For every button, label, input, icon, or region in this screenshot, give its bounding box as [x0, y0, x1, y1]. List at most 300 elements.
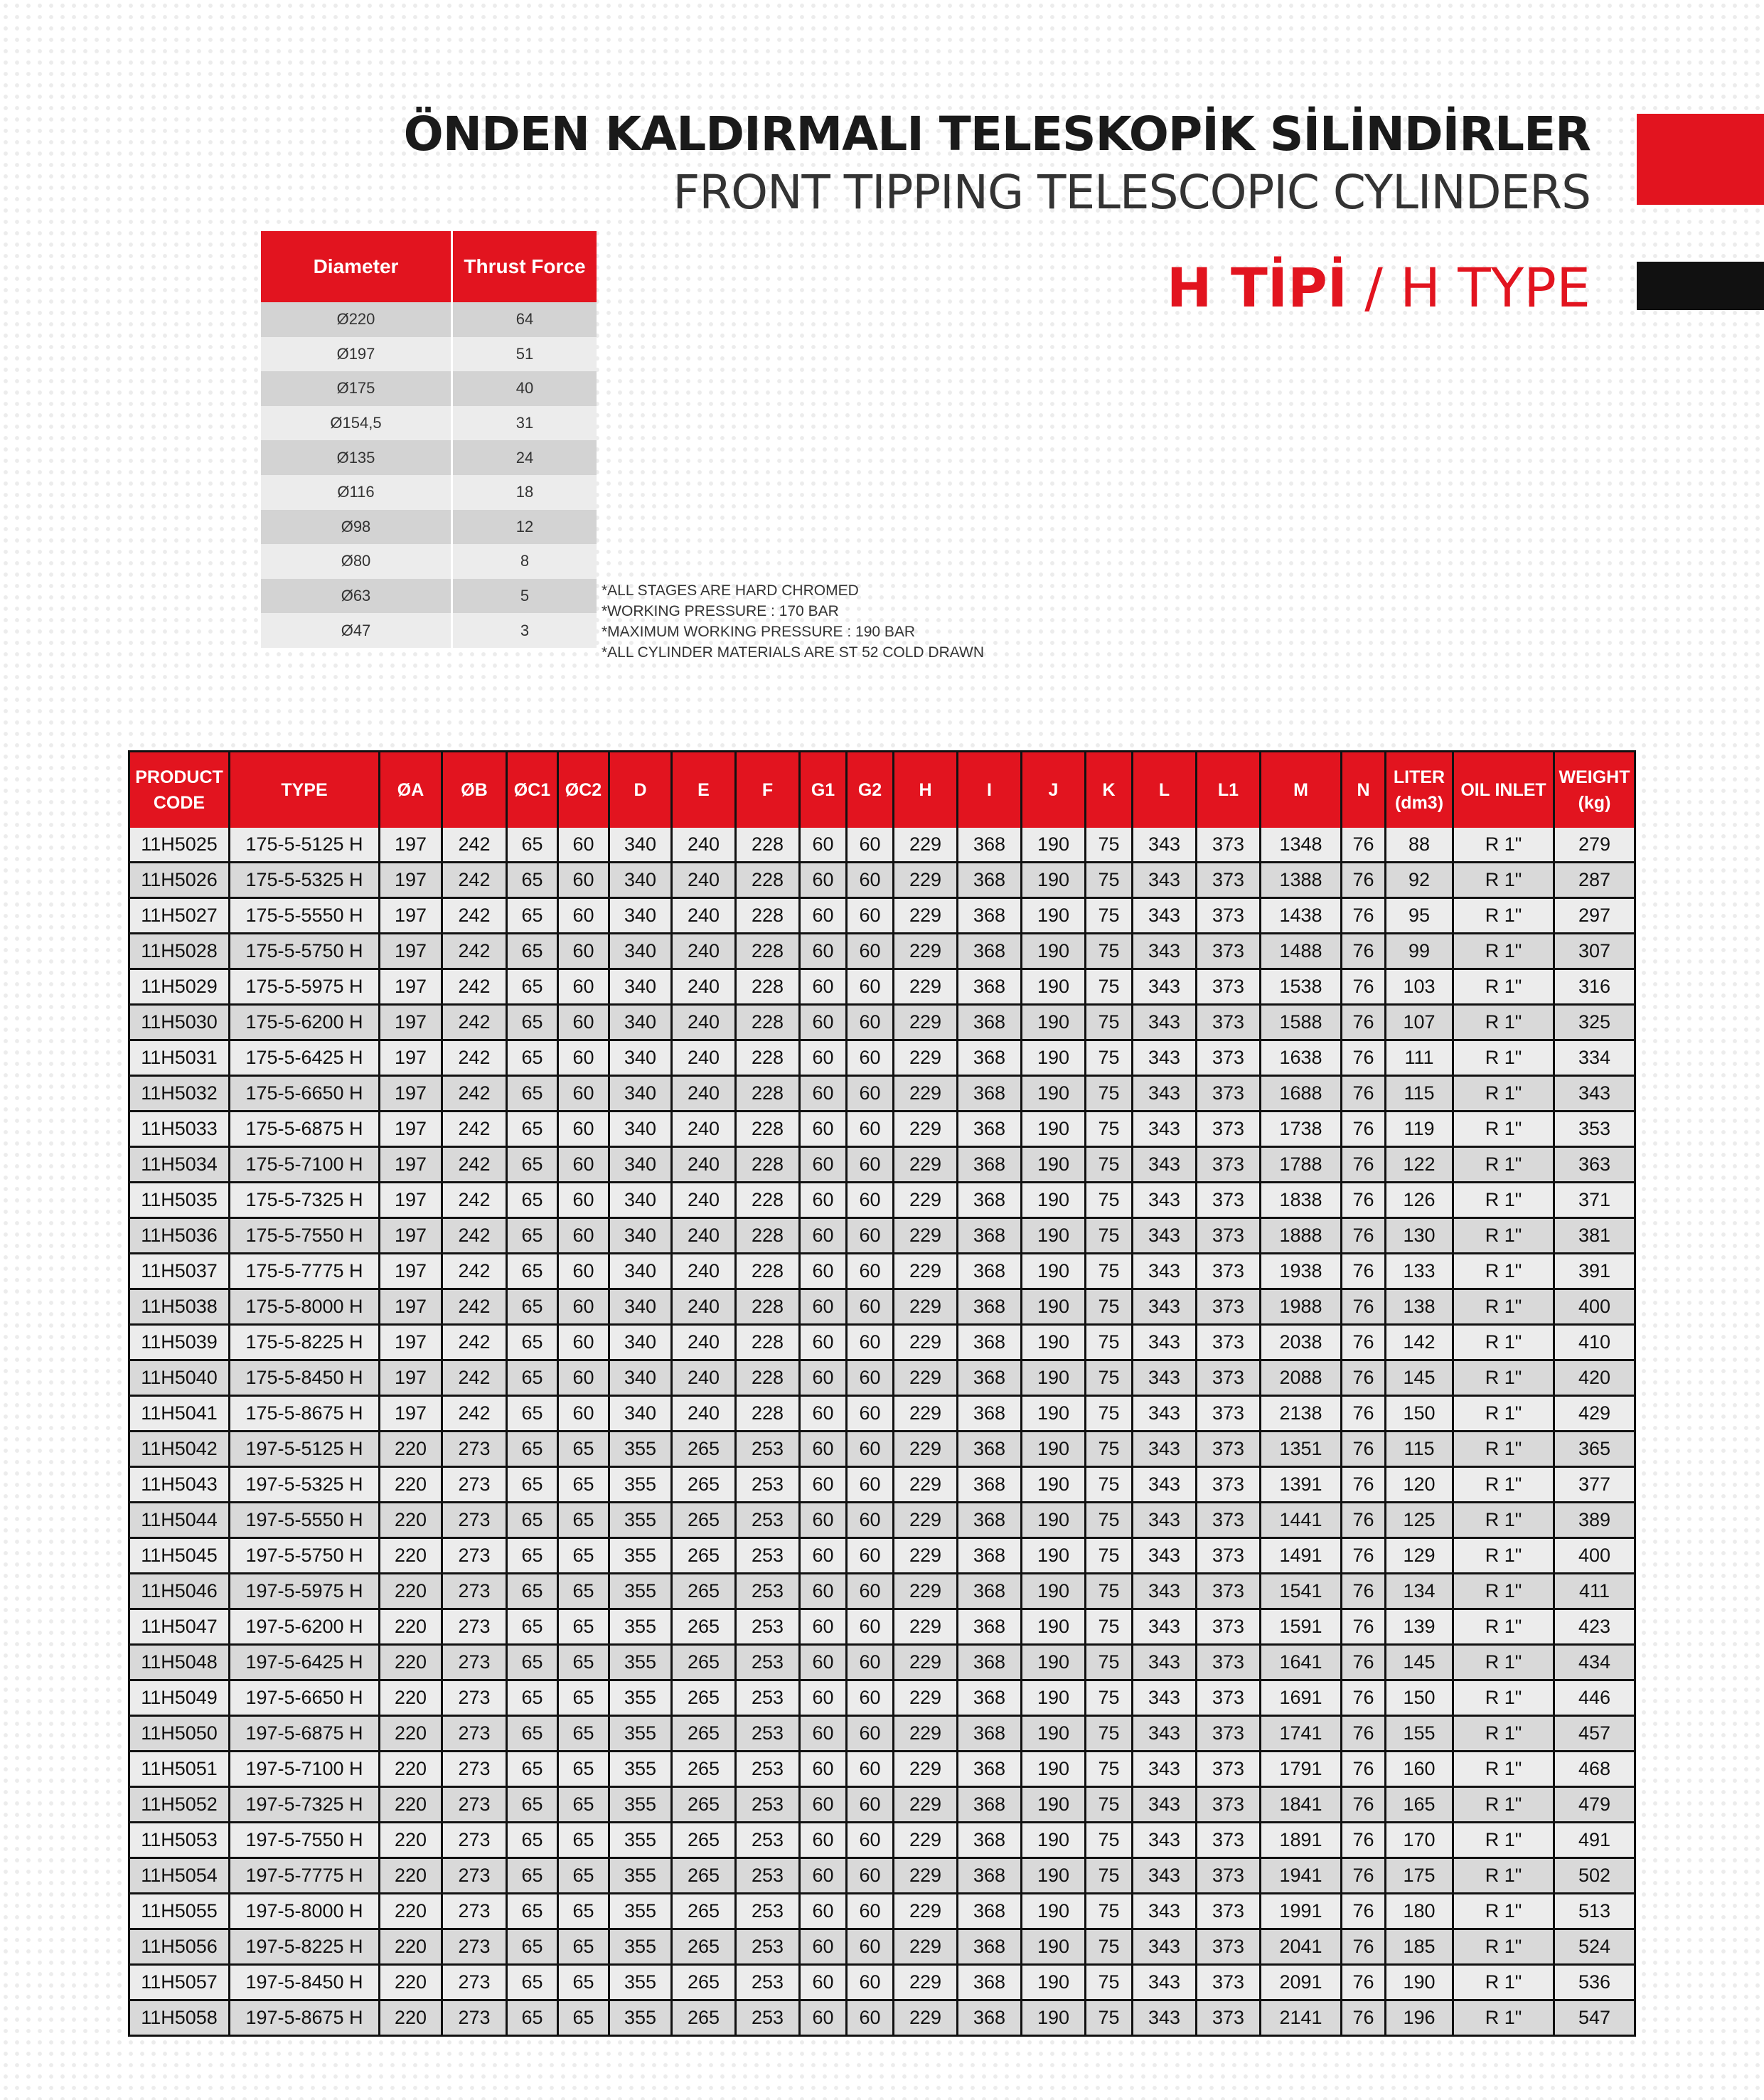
table-cell: 253 [736, 1645, 800, 1680]
type-heading [1167, 256, 1591, 319]
table-cell: 1641 [1261, 1645, 1342, 1680]
table-cell: 253 [736, 1538, 800, 1574]
table-cell: 253 [736, 1467, 800, 1503]
column-header: D [609, 752, 672, 828]
table-cell: 240 [672, 1112, 736, 1147]
table-cell: 60 [558, 969, 609, 1005]
table-cell: 240 [672, 1183, 736, 1218]
table-cell: 60 [847, 1538, 894, 1574]
table-cell: 197 [380, 1040, 442, 1076]
table-cell: 368 [958, 1467, 1022, 1503]
table-cell: 265 [672, 1467, 736, 1503]
table-cell: 65 [507, 1005, 558, 1040]
table-row [129, 1609, 1635, 1645]
table-cell: 190 [1022, 1609, 1086, 1645]
table-cell: 60 [847, 1858, 894, 1894]
table-cell: 65 [558, 1432, 609, 1467]
table-cell: 240 [672, 828, 736, 863]
table-cell: 373 [1197, 1752, 1261, 1787]
table-cell: 1941 [1261, 1858, 1342, 1894]
thrust-table-row [261, 544, 597, 579]
table-cell: 76 [1342, 2000, 1386, 2036]
table-cell: 60 [847, 1218, 894, 1254]
table-cell: 75 [1086, 2000, 1133, 2036]
table-cell: 60 [800, 1752, 847, 1787]
table-cell: 75 [1086, 1823, 1133, 1858]
table-cell: 190 [1022, 1005, 1086, 1040]
table-cell: 547 [1554, 2000, 1635, 2036]
table-cell: 92 [1386, 863, 1453, 898]
table-cell: 343 [1133, 1929, 1197, 1965]
table-cell: 75 [1086, 1396, 1133, 1432]
table-cell: 373 [1197, 1680, 1261, 1716]
table-cell: 240 [672, 1005, 736, 1040]
table-cell: 229 [894, 1218, 958, 1254]
table-cell: 287 [1554, 863, 1635, 898]
table-cell: 111 [1386, 1040, 1453, 1076]
table-cell: 343 [1133, 1467, 1197, 1503]
table-cell: 228 [736, 1147, 800, 1183]
thrust-force-cell: 8 [452, 544, 597, 579]
table-cell: 60 [847, 1396, 894, 1432]
table-cell: 175-5-6650 H [230, 1076, 380, 1112]
table-cell: 76 [1342, 898, 1386, 934]
table-cell: 60 [800, 1147, 847, 1183]
table-cell: 75 [1086, 1325, 1133, 1360]
table-cell: 340 [609, 1396, 672, 1432]
table-cell: 229 [894, 1040, 958, 1076]
table-cell: 240 [672, 969, 736, 1005]
table-cell: 190 [1022, 1645, 1086, 1680]
table-cell: 76 [1342, 934, 1386, 969]
table-row [129, 1467, 1635, 1503]
table-cell: 190 [1022, 1040, 1086, 1076]
table-cell: 76 [1342, 863, 1386, 898]
table-cell: 1691 [1261, 1680, 1342, 1716]
table-cell: 197 [380, 969, 442, 1005]
table-cell: R 1" [1453, 1787, 1554, 1823]
thrust-table-row [261, 440, 597, 475]
table-cell: 253 [736, 1609, 800, 1645]
table-cell: 368 [958, 1076, 1022, 1112]
table-cell: 65 [507, 1396, 558, 1432]
table-cell: 60 [847, 1325, 894, 1360]
table-cell: 373 [1197, 1112, 1261, 1147]
column-header: M [1261, 752, 1342, 828]
table-row [129, 1005, 1635, 1040]
table-cell: 88 [1386, 828, 1453, 863]
table-cell: 220 [380, 1680, 442, 1716]
table-cell: 220 [380, 1467, 442, 1503]
table-cell: 139 [1386, 1609, 1453, 1645]
table-cell: 265 [672, 1503, 736, 1538]
table-cell: 75 [1086, 1432, 1133, 1467]
table-cell: 479 [1554, 1787, 1635, 1823]
table-cell: 229 [894, 1183, 958, 1218]
column-header: LITER (dm3) [1386, 752, 1453, 828]
column-header: ØC1 [507, 752, 558, 828]
table-cell: 197-5-6650 H [230, 1680, 380, 1716]
table-cell: R 1" [1453, 1360, 1554, 1396]
table-cell: 65 [507, 1609, 558, 1645]
table-cell: 60 [800, 1076, 847, 1112]
column-header: K [1086, 752, 1133, 828]
table-cell: 340 [609, 1183, 672, 1218]
table-cell: 343 [1133, 1112, 1197, 1147]
table-cell: 373 [1197, 934, 1261, 969]
table-cell: 60 [558, 1218, 609, 1254]
table-cell: 75 [1086, 1076, 1133, 1112]
table-cell: R 1" [1453, 1752, 1554, 1787]
table-cell: 190 [1022, 1929, 1086, 1965]
table-cell: 368 [958, 934, 1022, 969]
table-cell: 1588 [1261, 1005, 1342, 1040]
table-cell: 368 [958, 863, 1022, 898]
table-cell: 420 [1554, 1360, 1635, 1396]
table-cell: 355 [609, 1823, 672, 1858]
table-cell: 1591 [1261, 1609, 1342, 1645]
table-cell: 76 [1342, 1396, 1386, 1432]
table-cell: 355 [609, 1680, 672, 1716]
table-cell: 60 [800, 1716, 847, 1752]
table-cell: 196 [1386, 2000, 1453, 2036]
table-cell: 229 [894, 898, 958, 934]
table-cell: 325 [1554, 1005, 1635, 1040]
column-header: OIL INLET [1453, 752, 1554, 828]
table-cell: R 1" [1453, 1716, 1554, 1752]
table-cell: 240 [672, 1040, 736, 1076]
table-cell: 175-5-7775 H [230, 1254, 380, 1289]
table-cell: 185 [1386, 1929, 1453, 1965]
table-cell: 340 [609, 1112, 672, 1147]
table-cell: 373 [1197, 1609, 1261, 1645]
table-cell: 340 [609, 1325, 672, 1360]
table-cell: 60 [558, 1254, 609, 1289]
table-cell: R 1" [1453, 1183, 1554, 1218]
table-cell: 229 [894, 1289, 958, 1325]
table-cell: 220 [380, 1538, 442, 1574]
table-cell: 316 [1554, 969, 1635, 1005]
table-cell: 253 [736, 1823, 800, 1858]
table-cell: 1491 [1261, 1538, 1342, 1574]
table-cell: 229 [894, 2000, 958, 2036]
table-cell: 76 [1342, 1325, 1386, 1360]
table-cell: R 1" [1453, 1218, 1554, 1254]
table-cell: 190 [1022, 2000, 1086, 2036]
table-cell: 60 [558, 898, 609, 934]
table-cell: 11H5027 [129, 898, 230, 934]
table-cell: 373 [1197, 1076, 1261, 1112]
table-cell: 253 [736, 1858, 800, 1894]
table-cell: 355 [609, 1787, 672, 1823]
table-cell: 240 [672, 1147, 736, 1183]
table-cell: 11H5042 [129, 1432, 230, 1467]
table-row [129, 969, 1635, 1005]
table-cell: 228 [736, 934, 800, 969]
table-cell: 65 [558, 1858, 609, 1894]
table-cell: 400 [1554, 1538, 1635, 1574]
table-cell: 368 [958, 1574, 1022, 1609]
table-cell: 240 [672, 1218, 736, 1254]
table-row [129, 1538, 1635, 1574]
table-cell: 197-5-6425 H [230, 1645, 380, 1680]
table-cell: 228 [736, 969, 800, 1005]
table-cell: 368 [958, 1289, 1022, 1325]
table-cell: 273 [442, 1645, 507, 1680]
table-cell: 60 [847, 1787, 894, 1823]
table-cell: 220 [380, 1503, 442, 1538]
column-header: I [958, 752, 1022, 828]
table-cell: 343 [1133, 863, 1197, 898]
table-cell: 355 [609, 1503, 672, 1538]
diameter-cell: Ø116 [261, 475, 452, 510]
table-cell: 65 [558, 1929, 609, 1965]
table-cell: 265 [672, 1538, 736, 1574]
table-row [129, 1645, 1635, 1680]
table-cell: R 1" [1453, 1680, 1554, 1716]
table-cell: 175-5-5325 H [230, 863, 380, 898]
table-cell: 11H5044 [129, 1503, 230, 1538]
table-cell: 175-5-8000 H [230, 1289, 380, 1325]
table-cell: 434 [1554, 1645, 1635, 1680]
table-cell: 197-5-5325 H [230, 1467, 380, 1503]
table-cell: 373 [1197, 863, 1261, 898]
table-cell: 175-5-7325 H [230, 1183, 380, 1218]
table-cell: 242 [442, 969, 507, 1005]
table-cell: 2091 [1261, 1965, 1342, 2000]
table-cell: 197-5-7550 H [230, 1823, 380, 1858]
table-cell: 75 [1086, 1858, 1133, 1894]
table-cell: 229 [894, 1645, 958, 1680]
table-cell: 65 [558, 1680, 609, 1716]
table-cell: 65 [507, 1894, 558, 1929]
table-cell: 133 [1386, 1254, 1453, 1289]
table-cell: 65 [507, 1929, 558, 1965]
table-cell: 197 [380, 1254, 442, 1289]
table-cell: 220 [380, 1787, 442, 1823]
table-cell: 242 [442, 898, 507, 934]
table-cell: 75 [1086, 1467, 1133, 1503]
table-cell: 190 [1022, 1432, 1086, 1467]
table-cell: 60 [800, 1325, 847, 1360]
table-cell: 273 [442, 1929, 507, 1965]
table-cell: 175-5-7550 H [230, 1218, 380, 1254]
table-cell: 11H5043 [129, 1467, 230, 1503]
table-cell: 343 [1133, 1680, 1197, 1716]
table-cell: 373 [1197, 1503, 1261, 1538]
table-cell: 273 [442, 1752, 507, 1787]
table-cell: 76 [1342, 1752, 1386, 1787]
table-cell: 368 [958, 1645, 1022, 1680]
table-cell: R 1" [1453, 1858, 1554, 1894]
table-cell: 229 [894, 1929, 958, 1965]
table-cell: 65 [507, 1360, 558, 1396]
table-cell: 60 [847, 1254, 894, 1289]
table-cell: 190 [1022, 1289, 1086, 1325]
table-cell: 373 [1197, 1005, 1261, 1040]
table-cell: 343 [1133, 1218, 1197, 1254]
thrust-table-row [261, 337, 597, 372]
table-cell: 11H5051 [129, 1752, 230, 1787]
table-cell: 220 [380, 1432, 442, 1467]
table-cell: 75 [1086, 1929, 1133, 1965]
table-cell: 368 [958, 1218, 1022, 1254]
table-cell: 355 [609, 1716, 672, 1752]
table-cell: R 1" [1453, 1929, 1554, 1965]
page-subtitle: FRONT TIPPING TELESCOPIC CYLINDERS [673, 165, 1591, 220]
table-cell: 1391 [1261, 1467, 1342, 1503]
table-row [129, 1823, 1635, 1858]
table-cell: 240 [672, 934, 736, 969]
table-cell: 343 [1133, 969, 1197, 1005]
thrust-force-cell: 40 [452, 371, 597, 406]
table-cell: 265 [672, 1787, 736, 1823]
table-cell: 11H5030 [129, 1005, 230, 1040]
table-cell: 411 [1554, 1574, 1635, 1609]
table-cell: R 1" [1453, 2000, 1554, 2036]
table-cell: 126 [1386, 1183, 1453, 1218]
table-row [129, 1254, 1635, 1289]
table-cell: 76 [1342, 1289, 1386, 1325]
table-cell: 60 [558, 1040, 609, 1076]
table-cell: 355 [609, 1645, 672, 1680]
table-cell: 368 [958, 1752, 1022, 1787]
table-row [129, 898, 1635, 934]
table-cell: 253 [736, 1716, 800, 1752]
table-cell: 368 [958, 1858, 1022, 1894]
table-cell: 340 [609, 1005, 672, 1040]
table-cell: 115 [1386, 1076, 1453, 1112]
table-cell: 373 [1197, 1432, 1261, 1467]
table-cell: 60 [800, 1645, 847, 1680]
table-cell: 60 [847, 828, 894, 863]
table-row [129, 1574, 1635, 1609]
table-cell: 60 [847, 1716, 894, 1752]
table-cell: 76 [1342, 1787, 1386, 1823]
table-cell: 220 [380, 1716, 442, 1752]
table-cell: 265 [672, 1965, 736, 2000]
table-cell: 381 [1554, 1218, 1635, 1254]
page-title: ÖNDEN KALDIRMALI TELESKOPİK SİLİNDİRLER [403, 107, 1591, 161]
table-cell: 60 [558, 1289, 609, 1325]
table-cell: 60 [558, 863, 609, 898]
table-cell: 228 [736, 1112, 800, 1147]
type-heading-en: H TYPE [1399, 256, 1591, 319]
note-line: *ALL STAGES ARE HARD CHROMED [602, 582, 859, 599]
table-cell: 60 [558, 934, 609, 969]
table-cell: 229 [894, 1680, 958, 1716]
table-cell: 228 [736, 898, 800, 934]
column-header: G2 [847, 752, 894, 828]
table-cell: 273 [442, 1858, 507, 1894]
table-cell: 265 [672, 1645, 736, 1680]
table-cell: R 1" [1453, 1005, 1554, 1040]
table-cell: 229 [894, 863, 958, 898]
table-cell: 242 [442, 1076, 507, 1112]
table-cell: 368 [958, 1609, 1022, 1645]
table-cell: 373 [1197, 1823, 1261, 1858]
table-cell: 229 [894, 1574, 958, 1609]
table-cell: 368 [958, 1254, 1022, 1289]
thrust-table-row [261, 302, 597, 337]
table-cell: 60 [847, 1183, 894, 1218]
table-cell: 1441 [1261, 1503, 1342, 1538]
table-cell: 60 [800, 1040, 847, 1076]
table-cell: 65 [507, 1645, 558, 1680]
table-cell: 190 [1022, 1787, 1086, 1823]
table-cell: 60 [558, 1183, 609, 1218]
table-cell: 65 [507, 898, 558, 934]
table-cell: R 1" [1453, 1823, 1554, 1858]
table-cell: 368 [958, 1396, 1022, 1432]
table-cell: 273 [442, 1538, 507, 1574]
table-cell: 368 [958, 1005, 1022, 1040]
table-cell: 190 [1022, 1112, 1086, 1147]
table-cell: 343 [1133, 1503, 1197, 1538]
column-header: N [1342, 752, 1386, 828]
table-cell: 343 [1133, 934, 1197, 969]
table-cell: 65 [558, 1645, 609, 1680]
table-cell: 220 [380, 1965, 442, 2000]
table-cell: 11H5038 [129, 1289, 230, 1325]
table-cell: 60 [847, 1005, 894, 1040]
thrust-force-cell: 24 [452, 440, 597, 475]
table-cell: 253 [736, 1503, 800, 1538]
table-cell: 253 [736, 1574, 800, 1609]
table-cell: 229 [894, 1609, 958, 1645]
table-cell: 76 [1342, 1894, 1386, 1929]
table-cell: 76 [1342, 1183, 1386, 1218]
table-cell: 242 [442, 1005, 507, 1040]
table-cell: 353 [1554, 1112, 1635, 1147]
table-cell: 228 [736, 1360, 800, 1396]
table-cell: 343 [1133, 1752, 1197, 1787]
table-cell: 175-5-6425 H [230, 1040, 380, 1076]
table-cell: 228 [736, 863, 800, 898]
table-cell: 60 [847, 934, 894, 969]
table-cell: 229 [894, 1538, 958, 1574]
table-cell: 145 [1386, 1360, 1453, 1396]
table-cell: 343 [1133, 1609, 1197, 1645]
table-cell: R 1" [1453, 828, 1554, 863]
table-cell: 242 [442, 1183, 507, 1218]
table-cell: 265 [672, 1574, 736, 1609]
table-cell: 373 [1197, 1254, 1261, 1289]
table-row [129, 1040, 1635, 1076]
column-header: E [672, 752, 736, 828]
table-cell: 11H5034 [129, 1147, 230, 1183]
table-cell: 60 [800, 1823, 847, 1858]
table-row [129, 863, 1635, 898]
table-cell: 340 [609, 934, 672, 969]
table-cell: 242 [442, 934, 507, 969]
black-accent-bar [1637, 262, 1764, 310]
table-cell: 197-5-5550 H [230, 1503, 380, 1538]
table-cell: 175-5-5125 H [230, 828, 380, 863]
table-cell: 150 [1386, 1396, 1453, 1432]
table-cell: 65 [507, 828, 558, 863]
thrust-table-header [261, 231, 597, 302]
table-cell: 373 [1197, 1645, 1261, 1680]
table-cell: 60 [800, 1396, 847, 1432]
table-cell: 373 [1197, 969, 1261, 1005]
table-cell: 220 [380, 1823, 442, 1858]
table-cell: 273 [442, 1574, 507, 1609]
table-cell: 150 [1386, 1680, 1453, 1716]
table-cell: 1888 [1261, 1218, 1342, 1254]
table-cell: 343 [1133, 1289, 1197, 1325]
table-cell: 11H5058 [129, 2000, 230, 2036]
